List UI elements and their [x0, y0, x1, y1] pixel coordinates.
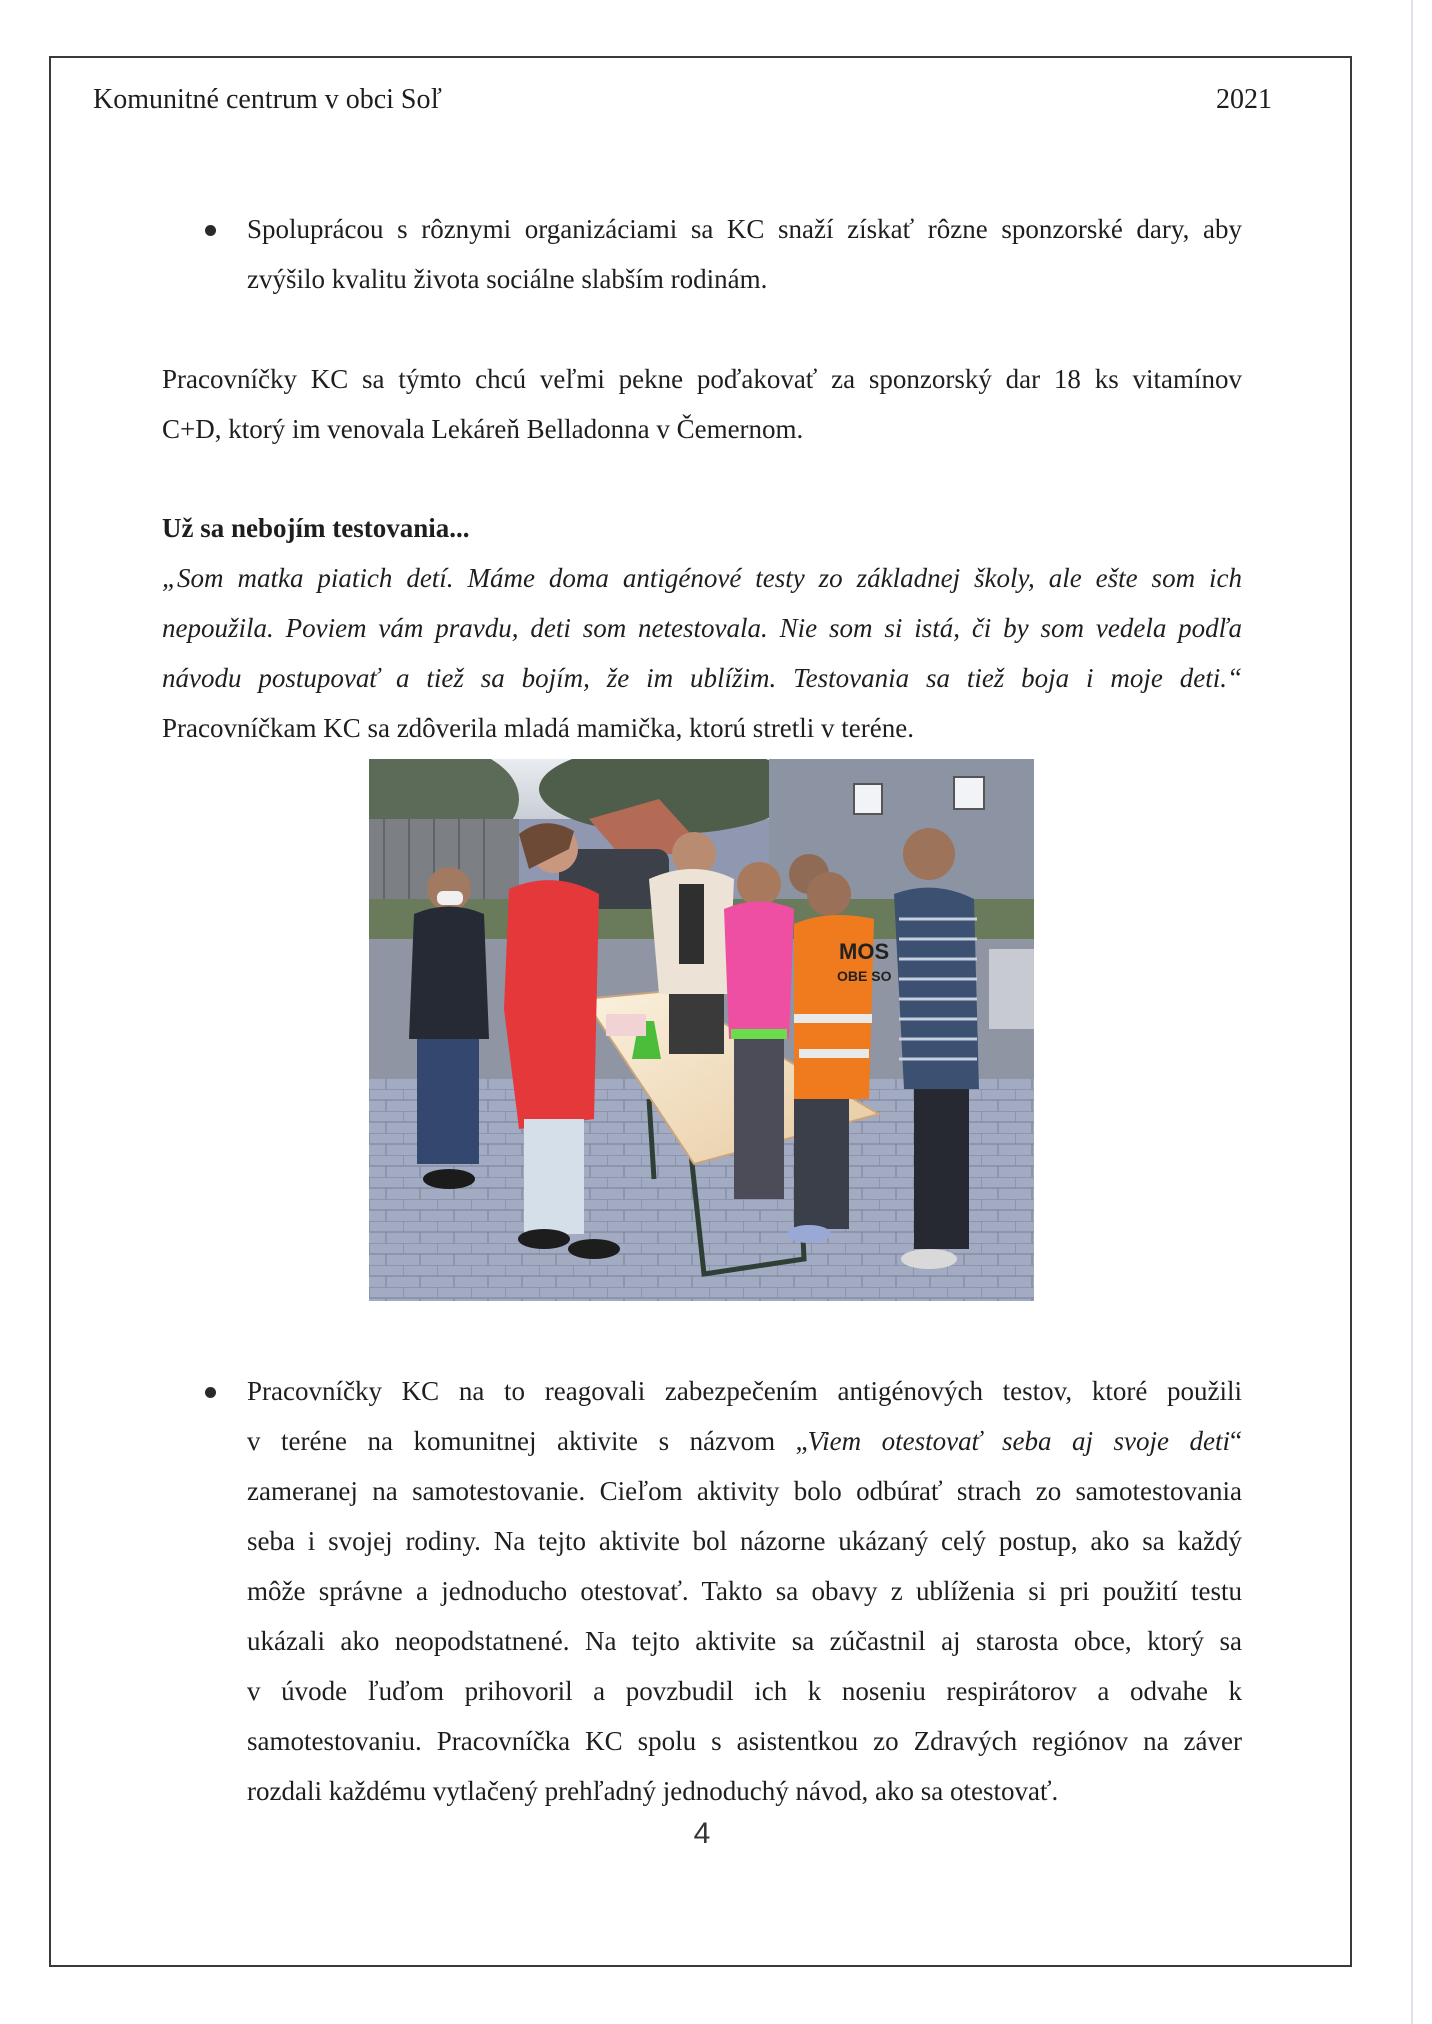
quote-line: návodu postupovať a tiež sa bojím, že im ublížim. Testovania sa tiež boja i moje deti.“: [162, 663, 1242, 693]
quote-line: nepoužila. Poviem vám pravdu, deti som netestovala. Nie som si istá, či by som vedela podľa: [162, 613, 1242, 643]
thanks-line: Pracovníčky KC sa týmto chcú veľmi pekne poďakovať za sponzorský dar 18 ks vitamínov: [162, 364, 1242, 394]
page-number: 4: [693, 1817, 711, 1850]
section2-line: zameranej na samotestovanie. Cieľom aktivity bolo odbúrať strach zo samotestovania: [247, 1476, 1242, 1506]
quote-attribution: Pracovníčkam KC sa zdôverila mladá mamička, ktorú stretli v teréne.: [162, 713, 914, 743]
section2-line: seba i svojej rodiny. Na tejto aktivite bol názorne ukázaný celý postup, ako sa každý: [247, 1526, 1242, 1556]
section2-line: samotestovaniu. Pracovníčka KC spolu s asistentkou zo Zdravých regiónov na záver: [247, 1726, 1242, 1756]
line-text: v teréne na komunitnej aktivite s názvom „: [247, 1426, 808, 1456]
bullet-line: Spoluprácou s rôznymi organizáciami sa KC snaží získať rôzne sponzorské dary, aby: [247, 214, 1242, 244]
vest-text: OBE SO: [837, 968, 892, 984]
section2-line: ukázali ako neopodstatnené. Na tejto aktivite sa zúčastnil aj starosta obce, ktorý sa: [247, 1626, 1242, 1656]
story-heading: Už sa nebojím testovania...: [162, 513, 470, 543]
closing-quote: “: [1230, 1426, 1242, 1456]
bullet-icon: [205, 1387, 216, 1398]
bullet-line: zvýšilo kvalitu života sociálne slabším rodinám.: [247, 264, 768, 294]
header-year: 2021: [1216, 84, 1272, 115]
section2-line: v úvode ľuďom prihovoril a povzbudil ich k noseniu respirátorov a odvahe k: [247, 1676, 1242, 1706]
section2-line: rozdali každému vytlačený prehľadný jednoduchý návod, ako sa otestovať.: [247, 1776, 1059, 1806]
vest-text: MOS: [839, 939, 890, 964]
photo-illustration: [369, 759, 1034, 1301]
bullet-icon: [205, 225, 216, 236]
thanks-line: C+D, ktorý im venovala Lekáreň Belladonna v Čemernom.: [162, 414, 804, 444]
section2-line-with-title: [247, 1424, 1242, 1458]
activity-title: Viem otestovať seba aj svoje deti: [807, 1426, 1231, 1456]
section2-line: môže správne a jednoducho otestovať. Takto sa obavy z ublíženia si pri použití testu: [247, 1576, 1242, 1606]
section2-line: Pracovníčky KC na to reagovali zabezpečením antigénových testov, ktoré použili: [247, 1376, 1242, 1406]
scan-artifact-line: [1411, 0, 1413, 2024]
event-photo: [369, 759, 1034, 1301]
header-title: Komunitné centrum v obci Soľ: [93, 84, 442, 115]
quote-line: „Som matka piatich detí. Máme doma antigénové testy zo základnej školy, ale ešte som ich: [162, 563, 1242, 593]
